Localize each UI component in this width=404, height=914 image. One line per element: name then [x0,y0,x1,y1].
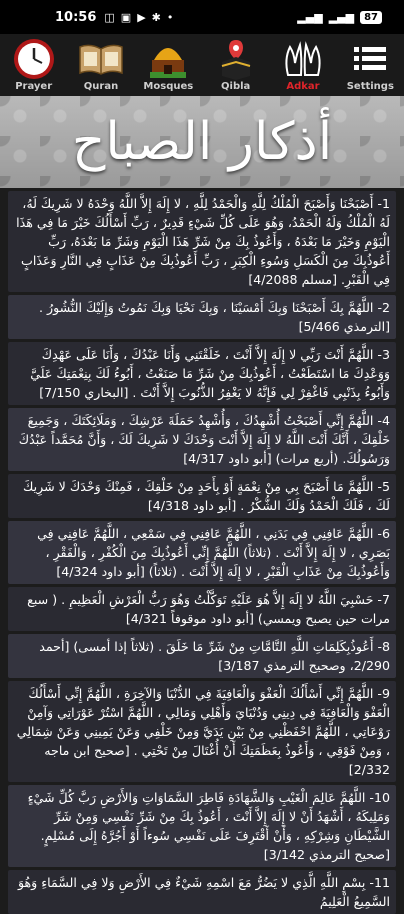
page-banner [0,96,404,188]
bottom-nav [0,34,404,96]
list-item[interactable]: 7- حَسْبِيَ اللَّهُ لا إِلَهَ إِلاَّ هُوَ عَلَيْهِ تَوَكَّلْتُ وَهُوَ رَبُّ الْعَرْشِ الْعَظِيمِ . ( سبع مرات حين يصبح ويمسي) [أبو داود موقوفاً 4/321] [8,587,396,631]
list-item[interactable]: 8- أَعُوذُبِكَلِمَاتِ اللَّهِ التَّامَّاتِ مِنْ شَرِّ مَا خَلَقَ . (ثلاثاً إذا أمسى) [أحمد 2/290، وصحيح الترمذي 3/187] [8,634,396,678]
list-item[interactable]: 11- بِسْمِ اللَّهِ الَّذِي لا يَضُرُّ مَعَ اسْمِهِ شَيْءٌ فِي الأَرْضِ وَلا فِي السَّمَاءِ وَهُوَ السَّمِيعُ الْعَلِيمُ [8,870,396,914]
nav-item-adkar[interactable] [269,34,336,96]
list-item[interactable]: 4- اللَّهُمَّ إِنِّي أَصْبَحْتُ أُشْهِدُكَ ، وَأُشْهِدُ حَمَلَةَ عَرْشِكَ ، وَمَلَائِكَتَكَ ، وَجَمِيعَ خَلْقِكَ ، أَنَّكَ أَنْتَ اللَّهُ لا إِلَهَ إِلاَّ أَنْتَ وَحْدَكَ لا شَرِيكَ لَكَ ، وَأَنَّ مُحَمَّداً عَبْدُكَ وَرَسُولُكَ. (أربع مرات) [أبو داود 4/317] [8,408,396,471]
youtube-icon: ▶ [137,10,146,24]
list-item[interactable]: 2- اللَّهُمَّ بِكَ أَصْبَحْنَا وَبِكَ أَمْسَيْنَا ، وَبِكَ نَحْيَا وَبِكَ نَمُوتُ وَإِلَيْكَ النُّشُورُ . [الترمذي 5/466] [8,295,396,339]
kaaba-icon [212,37,260,81]
status-time: 10:56 [55,9,97,25]
nav-label: Adkar [286,81,320,92]
menu-list-icon [346,37,394,81]
nav-item-settings[interactable] [337,34,404,96]
quran-book-icon [77,37,125,81]
list-item[interactable]: 3- اللَّهُمَّ أَنْتَ رَبِّي لا إِلَهَ إِلاَّ أَنْتَ ، خَلَقْتَنِي وَأَنَا عَبْدُكَ ، وَأَنَا عَلَى عَهْدِكَ وَوَعْدِكَ مَا اسْتَطَعْتُ ، أَعُوذُبِكَ مِنْ شَرِّ مَا صَنَعْتُ ، أَبُوءُ لَكَ بِنِعْمَتِكَ عَلَيَّ وَأَبُوءُ بِذَنْبِي فَاغْفِرْ لِي فَإِنَّهُ لا يَغْفِرُ الذُّنُوبَ إِلاَّ أَنْتَ . [البخاري 7/150] [8,342,396,405]
nav-label: Qibla [221,81,251,92]
nav-label: Prayer [15,81,53,92]
dot-icon: • [166,10,174,24]
nav-item-qibla[interactable] [202,34,269,96]
nav-label: Mosques [143,81,194,92]
nav-item-prayer[interactable] [0,34,67,96]
list-item[interactable]: 10- اللَّهُمَّ عَالِمَ الْغَيْبِ وَالشَّهَادَةِ فَاطِرَ السَّمَاوَاتِ وَالأَرْضِ رَبَّ كُلِّ شَيْءٍ وَمَلِيكَهُ ، أَشْهَدُ أَنْ لا إِلَهَ إِلاَّ أَنْتَ ، أَعُوذُ بِكَ مِنْ شَرِّ نَفْسِي وَمِنْ شَرِّ الشَّيْطَانِ وَشِرْكِهِ ، وَأَنْ أَقْتَرِفَ عَلَى نَفْسِي سُوءاً أَوْ أَجُرَّهُ إِلَى مُسْلِمٍ. [صحيح الترمذي 3/142] [8,785,396,867]
status-bar [0,0,404,34]
battery-indicator: 87 [360,11,382,24]
nav-label: Quran [83,81,119,92]
nav-item-mosques[interactable] [135,34,202,96]
notification-icon: ◫ [104,10,115,24]
page-title: أذكار الصباح [71,112,333,172]
list-item[interactable]: 1- أَصْبَحْنَا وَأَصْبَحَ الْمُلْكُ لِلَّهِ وَالْحَمْدُ لِلَّهِ ، لا إِلَهَ إِلاَّ اللَّهُ وَحْدَهُ لا شَرِيكَ لَهُ، لَهُ الْمُلْكُ وَلَهُ الْحَمْدُ، وَهُوَ عَلَى كُلِّ شَيْءٍ قَدِيرٌ ، رَبِّ أَسْأَلُكَ خَيْرَ مَا فِي هَذَا الْيَوْمِ وَخَيْرَ مَا بَعْدَهُ ، وَأَعُوذُ بِكَ مِنْ شَرِّ هَذَا الْيَوْمِ وَشَرِّ مَا بَعْدَهُ، رَبِّ أَعُوذُبِكَ مِنَ الْكَسَلِ وَسُوءِ الْكِبَرِ ، رَبِّ أَعُوذُبِكَ مِنْ عَذَابٍ فِي النَّارِ وَعَذَابٍ فِي الْقَبْرِ. [مسلم 4/2088] [8,191,396,292]
praying-hands-icon [279,37,327,81]
list-item[interactable]: 6- اللَّهُمَّ عَافِنِي فِي بَدَنِي ، اللَّهُمَّ عَافِنِي فِي سَمْعِي ، اللَّهُمَّ عَافِنِي فِي بَصَرِي ، لا إِلَهَ إِلاَّ أَنْتَ . (ثلاثاً) اللَّهُمَّ إِنِّي أَعُوذُبِكَ مِنَ الْكُفْرِ ، وَالْفَقْرِ ، وَأَعُوذُبِكَ مِنْ عَذَابِ الْقَبْرِ ، لا إِلَهَ إِلاَّ أَنْتَ . (ثلاثاً) [أبو داود 4/324] [8,521,396,584]
list-item[interactable]: 5- اللَّهُمَّ مَا أَصْبَحَ بِي مِنْ نِعْمَةٍ أَوْ بِأَحَدٍ مِنْ خَلْقِكَ ، فَمِنْكَ وَحْدَكَ لا شَرِيكَ لَكَ ، فَلَكَ الْحَمْدُ وَلَكَ الشُّكْرُ . [أبو داود 4/318] [8,474,396,518]
clock-icon [10,37,58,81]
nav-item-quran[interactable] [67,34,134,96]
photo-icon: ▣ [120,10,132,24]
settings-status-icon: ✱ [151,10,161,24]
nav-label: Settings [346,81,394,92]
adkar-list[interactable] [0,188,404,909]
list-item[interactable]: 9- اللَّهُمَّ إِنِّي أَسْأَلُكَ الْعَفْوَ وَالْعَافِيَةَ فِي الدُّنْيَا وَالآخِرَةِ ، اللَّهُمَّ إِنِّي أَسْأَلُكَ الْعَفْوَ وَالْعَافِيَةَ فِي دِينِي وَدُنْيَايَ وَأَهْلِي وَمَالِي ، اللَّهُمَّ اسْتُرْ عَوْرَاتِي وَآمِنْ رَوْعَاتِي ، اللَّهُمَّ احْفَظْنِي مِنْ بَيْنِ يَدَيَّ وَمِنْ خَلْفِي وَعَنْ يَمِينِي وَعَنْ شِمَالِي ، وَمِنْ فَوْقِي ، وَأَعُوذُ بِعَظَمَتِكَ أَنْ أُغْتَالَ مِنْ تَحْتِي . [صحيح ابن ماجه 2/332] [8,681,396,782]
mosque-icon [144,37,192,81]
signal-icon-2: ▂▄▆ [328,10,355,24]
signal-icon: ▂▄▆ [297,10,323,24]
